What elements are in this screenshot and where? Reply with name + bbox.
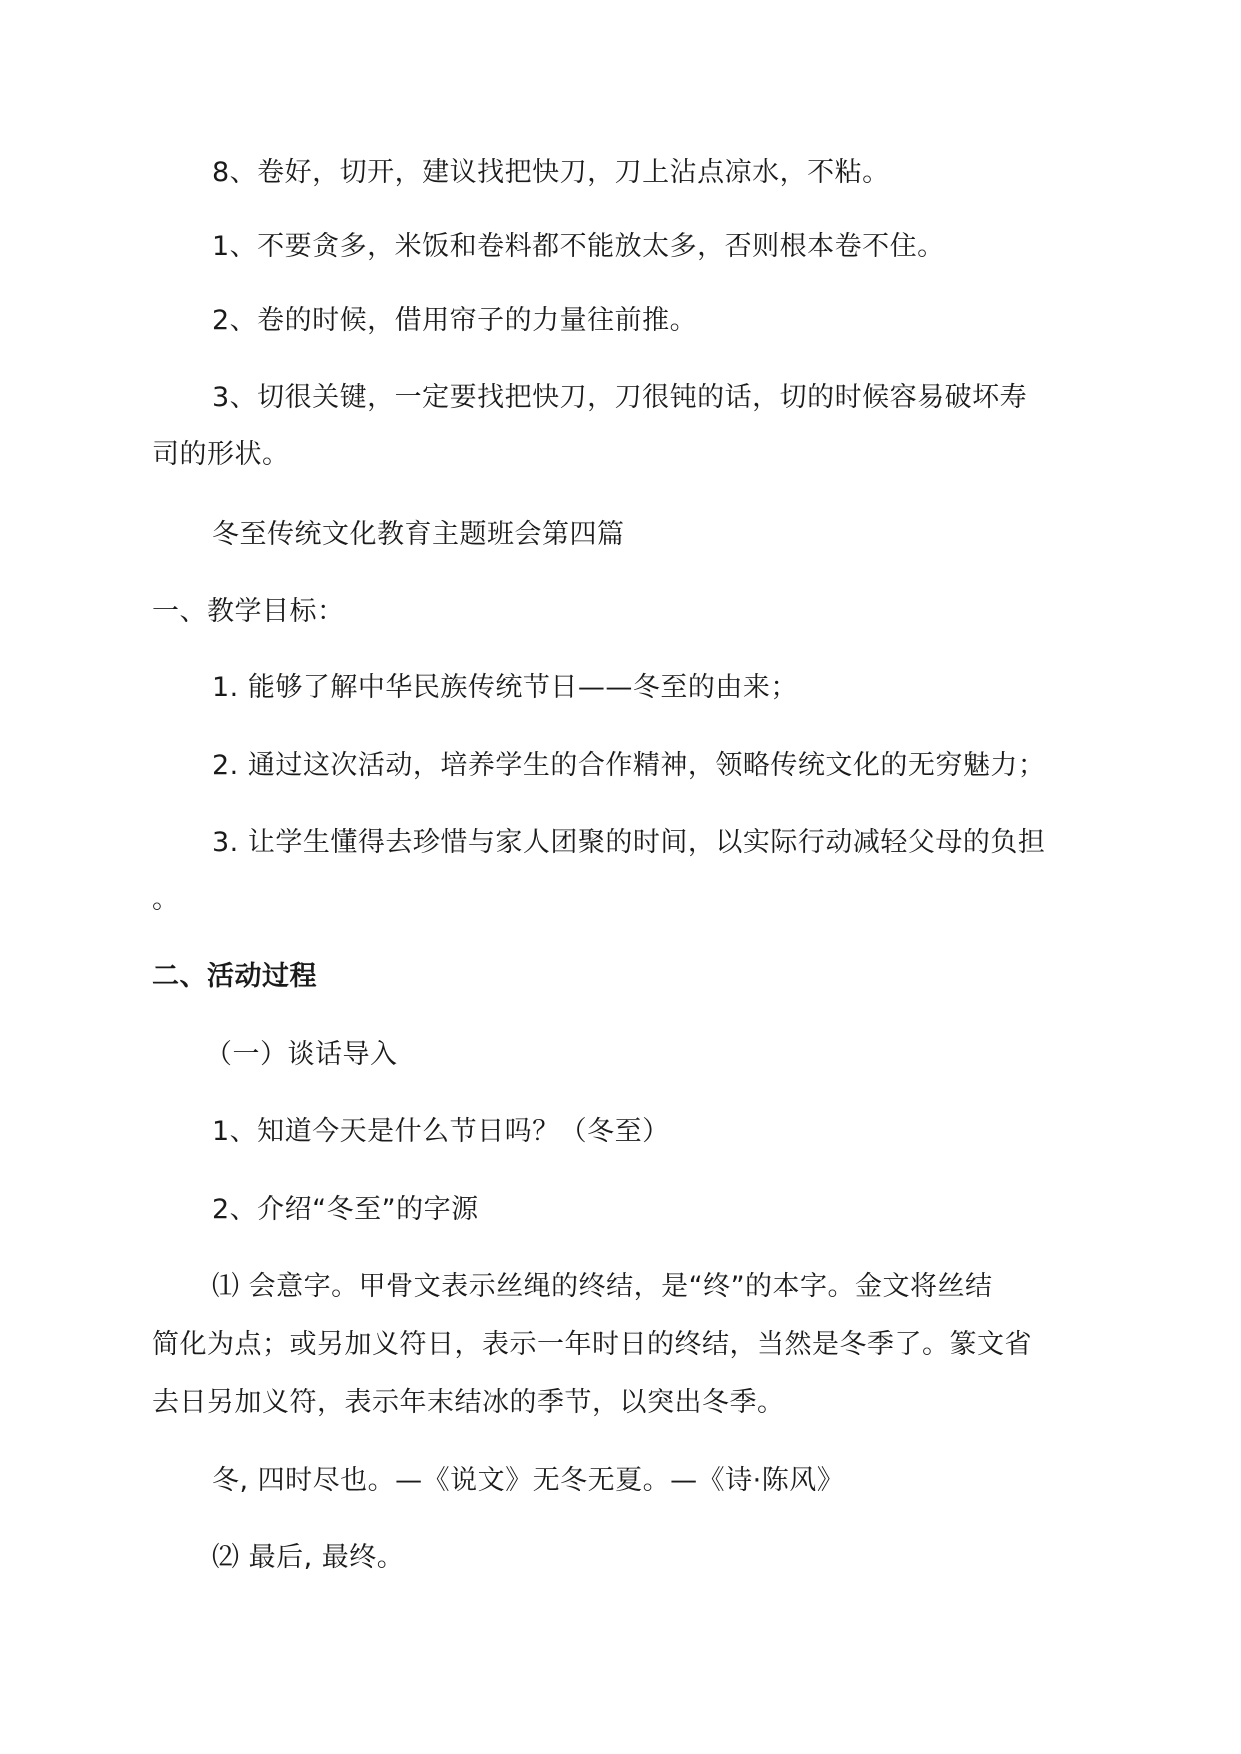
goal-2-text: 2. 通过这次活动，培养学生的合作精神，领略传统文化的无穷魅力； [212, 750, 1046, 781]
heading-activity-process: 二、活动过程 [152, 961, 317, 992]
goal-3-continuation: 。 [152, 884, 180, 915]
goal-1-text: 1. 能够了解中华民族传统节日——冬至的由来； [212, 672, 798, 703]
meaning-2-text: ⑵ 最后, 最终。 [212, 1542, 405, 1573]
tip-1-text: 1、不要贪多，米饭和卷料都不能放太多，否则根本卷不住。 [212, 231, 945, 262]
intro-item-2: 2、介绍“冬至”的字源 [212, 1194, 479, 1225]
step-8-text: 8、卷好，切开，建议找把快刀，刀上沾点凉水，不粘。 [212, 157, 890, 188]
section-title: 冬至传统文化教育主题班会第四篇 [212, 519, 625, 550]
intro-item-1: 1、知道今天是什么节日吗？（冬至） [212, 1116, 670, 1147]
subheading-intro: （一）谈话导入 [205, 1039, 398, 1070]
etymology-para-line-1: ⑴ 会意字。甲骨文表示丝绳的终结，是“终”的本字。金文将丝结 [212, 1271, 993, 1302]
etymology-para-line-3: 去日另加义符，表示年末结冰的季节，以突出冬季。 [152, 1387, 785, 1418]
tip-3-text: 3、切很关键，一定要找把快刀，刀很钝的话，切的时候容易破坏寿 [212, 382, 1028, 413]
quote-line: 冬, 四时尽也。—《说文》无冬无夏。—《诗·陈风》 [212, 1465, 845, 1496]
goal-3-text: 3. 让学生懂得去珍惜与家人团聚的时间，以实际行动减轻父母的负担 [212, 827, 1046, 858]
heading-teaching-goals: 一、教学目标： [152, 596, 345, 627]
tip-2-text: 2、卷的时候，借用帘子的力量往前推。 [212, 305, 698, 336]
etymology-para-line-2: 简化为点；或另加义符日，表示一年时日的终结，当然是冬季了。篆文省 [152, 1329, 1032, 1360]
tip-3-continuation: 司的形状。 [152, 439, 290, 470]
